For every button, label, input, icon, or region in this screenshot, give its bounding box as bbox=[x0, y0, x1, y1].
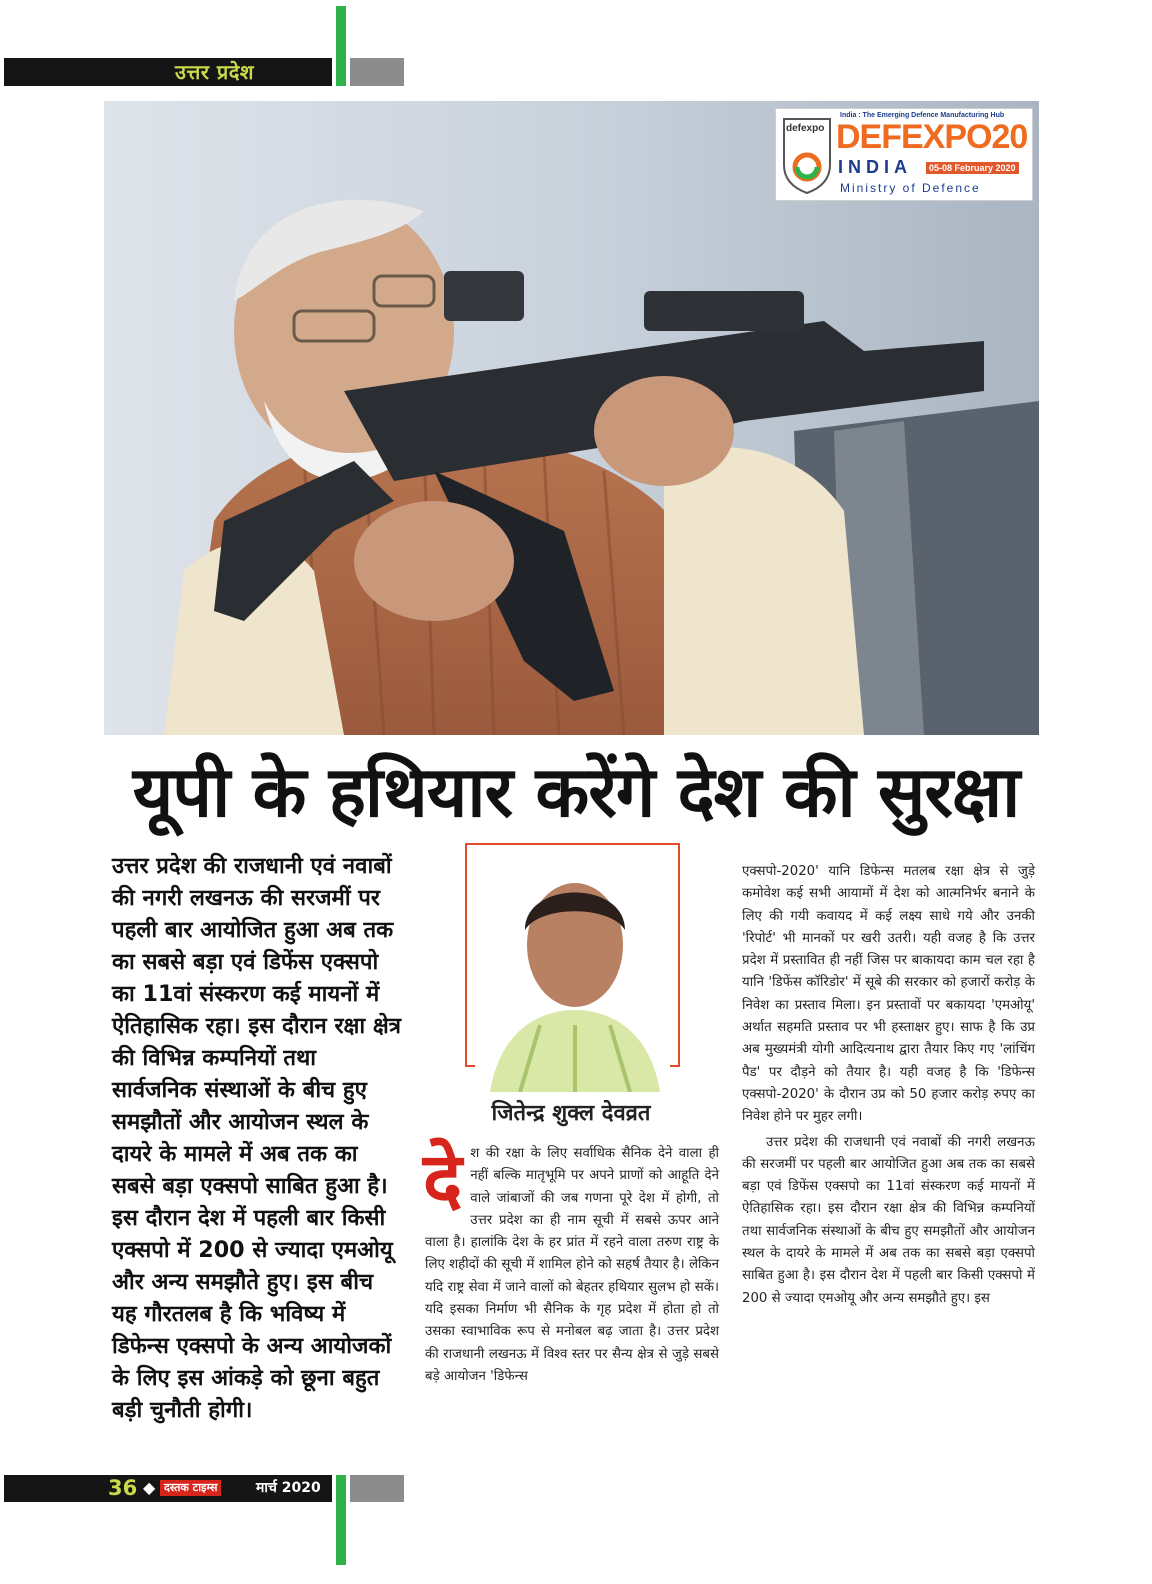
magazine-name: दस्तक टाइम्स bbox=[160, 1480, 221, 1496]
article-paragraph: उत्तर प्रदेश की राजधानी एवं नवाबों की नगरी लखनऊ की सरजमीं पर पहली बार आयोजित हुआ अब तक का सबसे बड़ा एवं डिफेंस एक्सपो का 11वां संस्करण कई मायनों में ऐतिहासिक रहा। इस दौरान रक्षा क्षेत्र की विभिन्न कम्पनियों तथा सार्वजनिक संस्थाओं के बीच हुए समझौतों और आयोजन स्थल के दायरे के मामले में अब तक का सबसे बड़ा एक्सपो साबित हुआ है। इस दौरान देश में पहली बार किसी एक्सपो में 200 से ज्यादा एमओयू और अन्य समझौते हुए। इस bbox=[742, 1134, 1035, 1306]
footer-grey-block bbox=[350, 1475, 404, 1502]
bullet-icon: ◆ bbox=[143, 1478, 156, 1497]
badge-india: INDIA bbox=[838, 157, 912, 177]
frame-corner bbox=[670, 1065, 680, 1067]
drop-cap: दे bbox=[423, 1137, 463, 1223]
article-column-3 bbox=[742, 861, 1035, 1310]
article-headline: यूपी के हथियार करेंगे देश की सुरक्षा bbox=[132, 751, 1020, 833]
article-paragraph: एक्सपो-2020' यानि डिफेन्स मतलब रक्षा क्षेत्र से जुड़े कमोवेश कई सभी आयामों में देश को आत्मनिर्भर बनाने के लिए की गयी कवायद में कई लक्ष्य साधे गये और उनकी 'रिपोर्ट' भी मानकों पर खरी उतरी। यही वजह है कि उत्तर प्रदेश में प्रस्तावित ही नहीं जिस पर बाकायदा काम चल रहा है यानि 'डिफेंस कॉरिडोर' में सूबे की सरकार को हजारों करोड़ के निवेश का प्रस्ताव मिला। इन प्रस्तावों पर बकायदा 'एमओयू' अर्थात सहमति प्रस्ताव पर भी हस्ताक्षर हुए। साफ है कि उप्र अब मुख्यमंत्री योगी आदित्यनाथ द्वारा तैयार किए गए 'लांचिंग पैड' पर दौड़ने को तैयार है। यही वजह है कि 'डिफेन्स एक्सपो-2020' के दौरान उप्र को 50 हजार करोड़ रुपए का निवेश होने पर मुहर लगी। bbox=[742, 864, 1035, 1125]
badge-ministry: Ministry of Defence bbox=[840, 181, 981, 195]
section-header-bar bbox=[4, 58, 332, 86]
article-paragraph: श की रक्षा के लिए सर्वाधिक सैनिक देने वाला ही नहीं बल्कि मातृभूमि पर अपने प्राणों को आहूति देने वाले जांबाजों की जब गणना पूरे देश में होगी, तो उत्तर प्रदेश का ही नाम सूची में सबसे ऊपर आने वाला है। हालांकि देश के हर प्रांत में रहने वाला तरुण राष्ट्र के लिए शहीदों की सूची में शामिल होने को सहर्ष तैयार है। लेकिन यदि राष्ट्र सेवा में जाने वालों को बेहतर हथियार सुलभ हो सकें। यदि इसका निर्माण भी सैनिक के गृह प्रदेश में होता हो तो उसका स्वाभाविक रूप से मनोबल बढ़ जाता है। उत्तर प्रदेश की राजधानी लखनऊ में विश्व स्तर पर सैन्य क्षेत्र से जुड़े सबसे बड़े आयोजन 'डिफेन्स bbox=[425, 1146, 719, 1384]
header-grey-block bbox=[350, 58, 404, 86]
header-green-rule bbox=[336, 6, 346, 86]
author-photo bbox=[480, 850, 670, 1092]
article-intro: उत्तर प्रदेश की राजधानी एवं नवाबों की नगरी लखनऊ की सरजमीं पर पहली बार आयोजित हुआ अब तक का सबसे बड़ा एवं डिफेंस एक्सपो का 11वां संस्करण कई मायनों में ऐतिहासिक रहा। इस दौरान रक्षा क्षेत्र की विभिन्न कम्पनियों तथा सार्वजनिक संस्थाओं के बीच हुए समझौतों और आयोजन स्थल के दायरे के मामले में अब तक का सबसे बड़ा एक्सपो साबित हुआ है। इस दौरान देश में पहली बार किसी एक्सपो में 200 से ज्यादा एमओयू और अन्य समझौते हुए। इस बीच यह गौरतलब है कि भविष्य में डिफेन्स एक्सपो के अन्य आयोजकों के लिए इस आंकड़े को छूना बहुत बड़ी चुनौती होगी। bbox=[112, 853, 402, 1423]
article-column-2 bbox=[423, 1137, 719, 1388]
defexpo-logo-badge bbox=[775, 108, 1033, 201]
badge-title: DEFEXPO20 bbox=[836, 118, 1028, 156]
issue-date: मार्च 2020 bbox=[256, 1480, 321, 1496]
badge-tagline: India : The Emerging Defence Manufacturing Hub bbox=[840, 112, 1005, 119]
frame-corner bbox=[465, 1065, 475, 1067]
badge-logo-text: defexpo bbox=[786, 123, 825, 134]
author-name: जितेन्द्र शुक्ल देवव्रत bbox=[491, 1101, 651, 1126]
section-title: उत्तर प्रदेश bbox=[175, 60, 255, 84]
badge-date: 05-08 February 2020 bbox=[926, 162, 1019, 174]
page-number: 36 bbox=[108, 1476, 138, 1500]
footer-green-rule bbox=[336, 1475, 346, 1565]
